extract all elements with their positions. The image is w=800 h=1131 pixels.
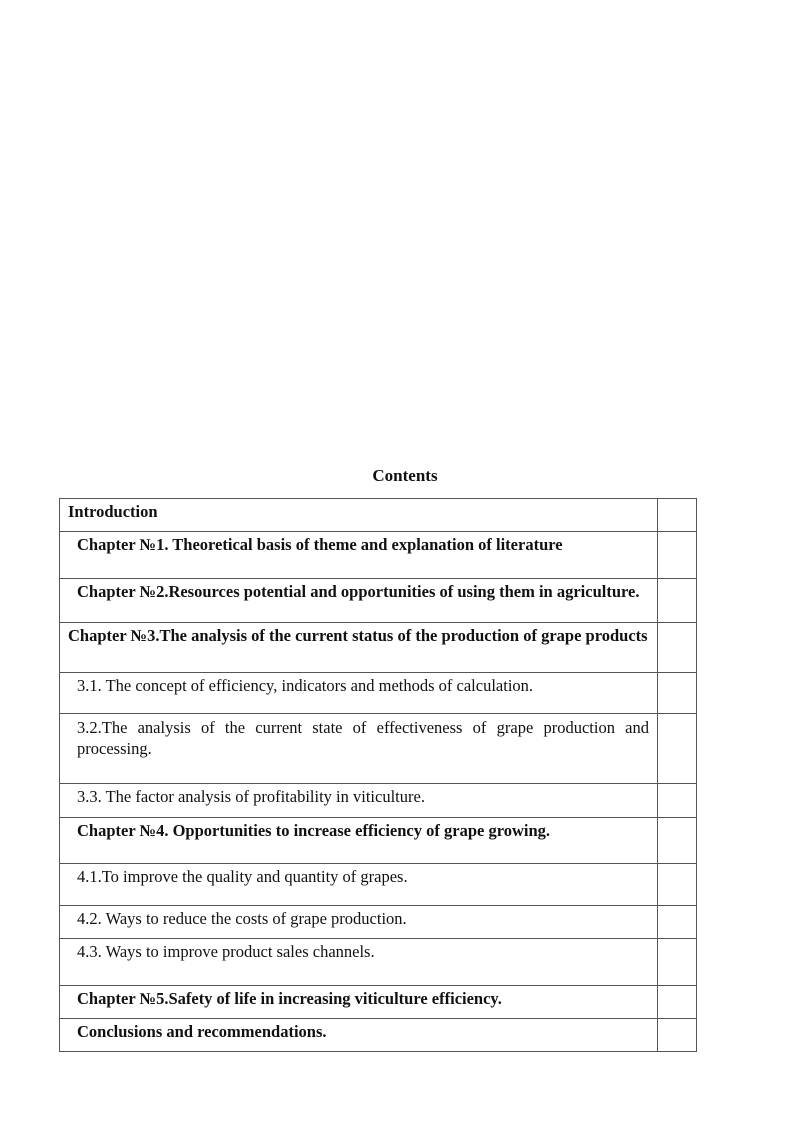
toc-entry-text: 4.2. Ways to reduce the costs of grape production.	[60, 906, 658, 939]
toc-entry-text: Chapter №5.Safety of life in increasing viticulture efficiency.	[60, 986, 658, 1019]
toc-row-chapter-2	[60, 579, 697, 623]
toc-entry-text: 4.3. Ways to improve product sales channels.	[60, 939, 658, 986]
toc-row-introduction	[60, 499, 697, 532]
toc-row-chapter-4	[60, 818, 697, 864]
toc-page-number	[658, 579, 697, 623]
toc-entry-text: 3.1. The concept of efficiency, indicators and methods of calculation.	[60, 673, 658, 714]
toc-entry-text: 3.3. The factor analysis of profitability in viticulture.	[60, 784, 658, 818]
toc-page-number	[658, 714, 697, 784]
toc-entry-text: Introduction	[60, 499, 658, 532]
toc-page-number	[658, 784, 697, 818]
toc-page-number	[658, 532, 697, 579]
toc-row-chapter-5	[60, 986, 697, 1019]
toc-entry-text: Chapter №3.The analysis of the current status of the production of grape products	[60, 623, 658, 673]
toc-page-number	[658, 986, 697, 1019]
toc-row-section-3-2	[60, 714, 697, 784]
toc-page-number	[658, 818, 697, 864]
toc-row-section-3-3	[60, 784, 697, 818]
toc-row-section-4-2	[60, 906, 697, 939]
toc-entry-text: 4.1.To improve the quality and quantity of grapes.	[60, 864, 658, 906]
toc-row-section-3-1	[60, 673, 697, 714]
toc-page-number	[658, 499, 697, 532]
toc-entry-text: Chapter №2.Resources potential and opportunities of using them in agriculture.	[60, 579, 658, 623]
toc-row-section-4-1	[60, 864, 697, 906]
toc-entry-text: 3.2.The analysis of the current state of effectiveness of grape production and processing.	[60, 714, 658, 784]
contents-table	[59, 498, 697, 1052]
toc-entry-text: Chapter №1. Theoretical basis of theme and explanation of literature	[60, 532, 658, 579]
toc-row-chapter-3	[60, 623, 697, 673]
toc-page-number	[658, 864, 697, 906]
toc-entry-text: Conclusions and recommendations.	[60, 1019, 658, 1052]
page-title: Contents	[372, 466, 438, 485]
toc-page-number	[658, 623, 697, 673]
toc-entry-text: Chapter №4. Opportunities to increase efficiency of grape growing.	[60, 818, 658, 864]
toc-row-conclusions	[60, 1019, 697, 1052]
toc-row-section-4-3	[60, 939, 697, 986]
toc-page-number	[658, 1019, 697, 1052]
toc-page-number	[658, 906, 697, 939]
toc-page-number	[658, 673, 697, 714]
toc-page-number	[658, 939, 697, 986]
toc-row-chapter-1	[60, 532, 697, 579]
